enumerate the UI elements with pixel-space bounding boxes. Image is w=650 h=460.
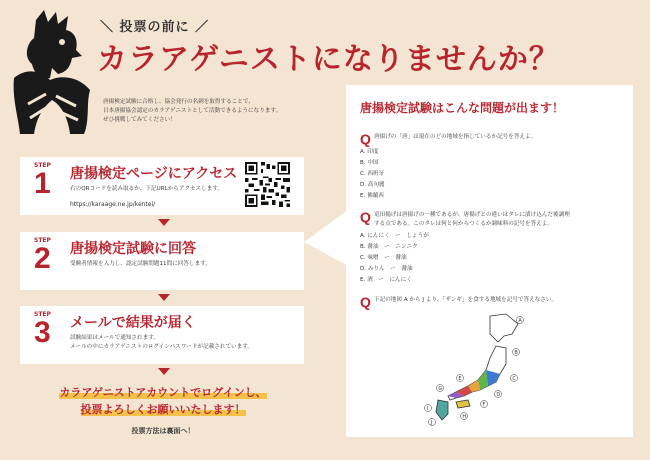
question-text: 下記の地図 A から J より、「ザンギ」を食する地域を記号で答えなさい。 — [374, 297, 558, 303]
option-item: B. 醤油 ー ニンニク — [360, 244, 418, 250]
call-to-action: カラアゲニストアカウントでログインし、 投票よろしくお願いいたします！ — [59, 386, 267, 416]
question-text: 唐揚げの「唐」は現在のどの地域を指しているか記号を答えよ。 — [374, 134, 537, 140]
map-label: H — [462, 413, 467, 420]
step-1-card — [20, 157, 304, 215]
step-description: 試験結果はメールで通知されます。 メールの中にカラアゲニストのログインパスワードが記載されています。 — [70, 335, 253, 350]
step-label: STEP — [34, 311, 51, 318]
speech-bubble-tail — [304, 210, 348, 270]
option-item: D. みりん ー 醤油 — [360, 266, 413, 272]
header-subtitle: ＼ 投票の前に ／ — [100, 20, 210, 35]
map-label: D — [496, 391, 501, 398]
step-heading: 唐揚検定試験に回答 — [70, 241, 196, 257]
question-1-options — [360, 147, 385, 202]
rooster-logo-icon — [6, 8, 98, 138]
kentei-url-link[interactable]: https://karaage.ne.jp/kentei/ — [70, 201, 156, 208]
option-item: C. 西班牙 — [360, 171, 385, 177]
japan-map-icon — [420, 312, 540, 430]
map-label: G — [438, 385, 443, 392]
step-number: 2 — [34, 242, 51, 275]
qr-code-icon[interactable] — [245, 162, 290, 207]
step-2-card — [20, 232, 304, 290]
panel-title: 唐揚検定試験はこんな問題が出ます！ — [360, 101, 565, 115]
question-text: 竜田揚げは唐揚げの一種であるが、唐揚げとの違いはタレに漬け込んだ後調理 する点である。このタレは何と何からつくるか調味料の記号を答えよ。 — [374, 212, 570, 227]
step-heading: メールで結果が届く — [70, 315, 196, 331]
step-label: STEP — [34, 162, 51, 169]
sample-questions-panel — [346, 85, 633, 437]
option-item: B. 中国 — [360, 160, 379, 166]
step-description: 右のQRコードを読み取るか、下記URLからアクセスします。 — [70, 186, 224, 192]
step-label: STEP — [34, 237, 51, 244]
step-description: 受験者情報を入力し、認定試験問題11問に回答します。 — [70, 261, 211, 267]
question-mark-label: Q — [360, 131, 371, 147]
down-arrow-icon — [158, 219, 170, 226]
step-number: 3 — [34, 316, 51, 349]
step-3-card — [20, 306, 304, 364]
step-number: 1 — [34, 167, 51, 200]
map-label: B — [514, 349, 518, 356]
page-title: カラアゲニストになりませんか？ — [97, 42, 560, 77]
option-item: E. 酒 ー にんにく — [360, 277, 412, 283]
question-mark-label: Q — [360, 209, 371, 225]
map-label: A — [518, 317, 522, 324]
map-label: I — [426, 405, 429, 412]
question-2-options — [360, 231, 429, 286]
question-mark-label: Q — [360, 294, 371, 310]
option-item: E. 佛蘭西 — [360, 193, 384, 199]
option-item: A. 印度 — [360, 149, 379, 155]
option-item: C. 味噌 ー 醤油 — [360, 255, 407, 261]
map-label: C — [512, 375, 516, 382]
down-arrow-icon — [158, 368, 170, 375]
map-label: E — [458, 375, 462, 382]
map-label: F — [482, 401, 486, 408]
option-item: D. 高句麗 — [360, 182, 385, 188]
reverse-side-note: 投票方法は裏面へ！ — [131, 427, 195, 435]
step-heading: 唐揚検定ページにアクセス — [70, 166, 238, 182]
option-item: A. にんにく ー しょうが — [360, 233, 429, 239]
intro-text: 唐揚検定試験に合格し、協会発行の名刺を取得することで、 日本唐揚協会認定のカラアゲニストとして活動できるようになります。 ぜひ挑戦してみてください！ — [103, 99, 282, 123]
map-label: J — [430, 419, 433, 426]
down-arrow-icon — [158, 294, 170, 301]
